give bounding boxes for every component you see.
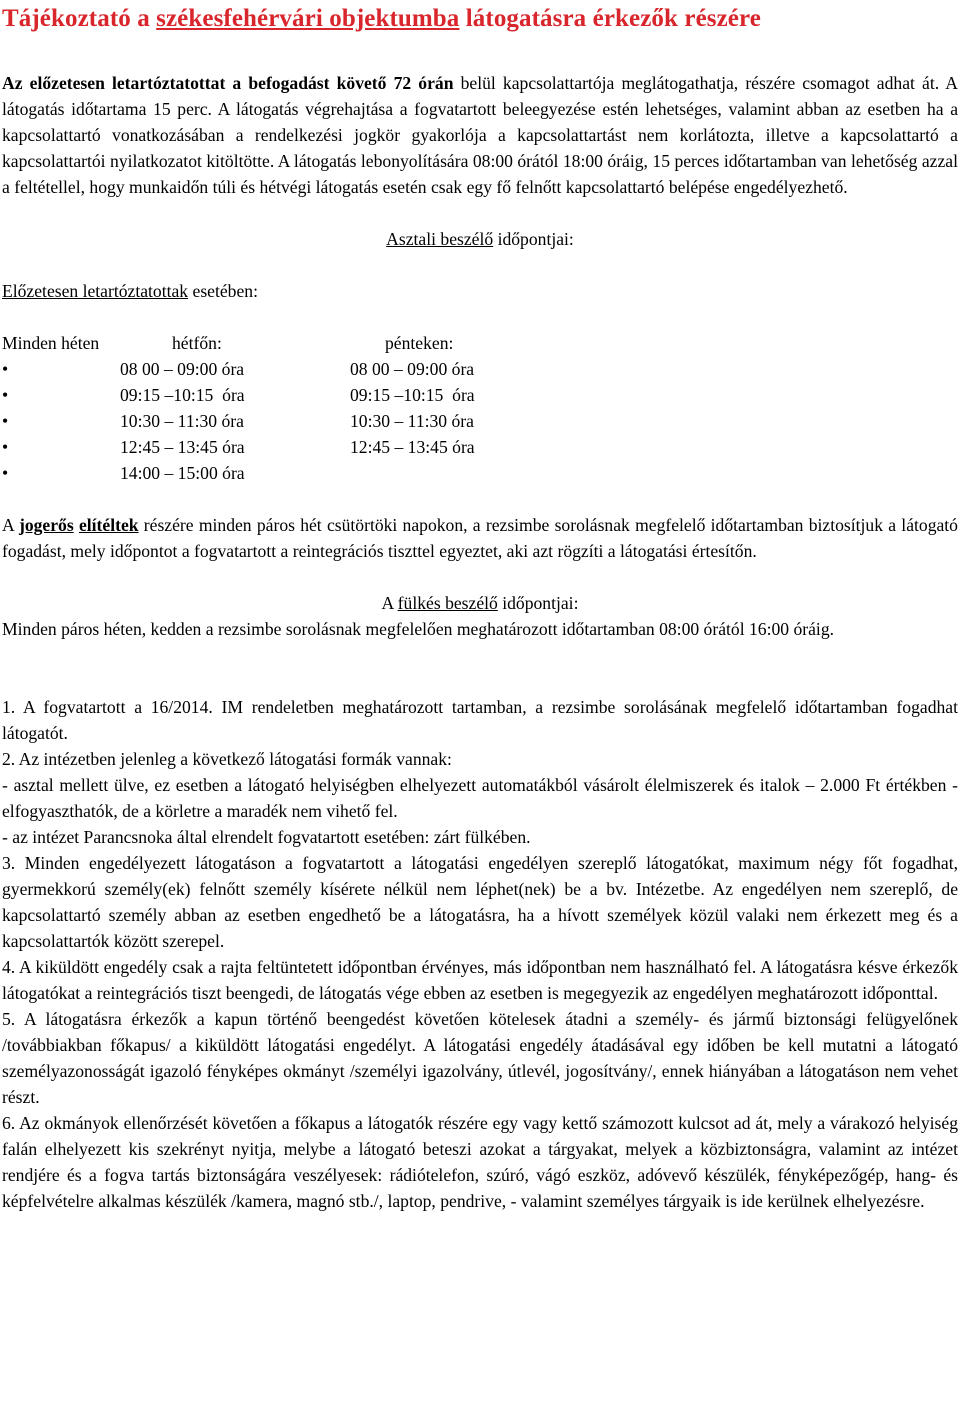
pretrial-underlined: Előzetesen letartóztatottak xyxy=(2,281,189,301)
rule-item: 5. A látogatásra érkezők a kapun történő beengedést követően kötelesek átadni a személy- és jármű biztonsági felügyelőnek /továbbiakban főkapus/ a kiküldött látogatási engedélyt. A látogatási engedély átadásával egy időben be kell mutatni a látogató személyazonosságát igazoló fényképes okmányt /személyi igazolvány, útlevél, jogosítvány/, ennek hiányában a látogatáson nem vehet részt. xyxy=(2,1009,958,1107)
spacer xyxy=(2,486,958,512)
convicts-bold-2: elítéltek xyxy=(78,515,139,535)
convicts-bold-1: jogerős xyxy=(18,515,74,535)
rule-item: - az intézet Parancsnoka által elrendelt fogvatartott esetében: zárt fülkében. xyxy=(2,827,531,847)
title-underlined-part: székesfehérvári objektumba xyxy=(156,5,460,32)
title-part3: látogatásra érkezők részére xyxy=(459,5,761,32)
monday-slot: 09:15 –10:15 óra xyxy=(120,385,245,405)
intro-text: belül kapcsolattartója meglátogathatja, részére csomagot adhat át. A látogatás időtartama 15 perc. A látogatás végrehajtása a fogvatartott beleegyezése estén lehetséges, valamint abban az esetben ha a kapcsolattartó vonatkozásában a rendelkezési jogkör gyakorlója a kapcsolattartást nem korlátozta, illetve a kapcsolattartó a kapcsolattartói nyilatkozatot kitöltötte. A látogatás lebonyolítására 08:00 órától 18:00 óráig, 15 perces időtartamban van lehetőség azzal a feltétellel, hogy munkaidőn túli és hétvégi látogatás esetén csak egy fő felnőtt kapcsolattartó belépése engedélyezhető. xyxy=(2,73,958,197)
booth-rest: időpontjai: xyxy=(497,593,579,613)
rule-item: 4. A kiküldött engedély csak a rajta feltüntetett időpontban érvényes, más időpontban nem használható fel. A látogatásra késve érkezők látogatókat a reintegrációs tiszt beengedi, de látogatás vége ebben az esetben is megegyezik az engedélyen meghatározott időponttal. xyxy=(2,957,958,1003)
friday-label: pénteken: xyxy=(385,333,454,353)
table-visit-heading-rest: időpontjai: xyxy=(493,229,574,249)
schedule-header-row xyxy=(2,330,958,356)
bullet: • xyxy=(2,463,9,483)
convicts-paragraph xyxy=(2,512,958,564)
title-part1: Tájékoztató a xyxy=(2,5,157,32)
monday-label: hétfőn: xyxy=(172,333,222,353)
spacer xyxy=(2,564,958,590)
friday-slot: 12:45 – 13:45 óra xyxy=(350,437,475,457)
schedule-row xyxy=(2,382,958,408)
schedule-row xyxy=(2,356,958,382)
spacer xyxy=(2,304,958,330)
every-week-label: Minden héten xyxy=(2,333,100,353)
booth-text: Minden páros héten, kedden a rezsimbe sorolásnak megfelelően meghatározott időtartamban 08:00 órától 16:00 óráig. xyxy=(2,619,835,639)
intro-bold-lead: Az előzetesen letartóztatottat a befogadást követő 72 órán xyxy=(2,73,454,93)
pretrial-rest: esetében: xyxy=(188,281,258,301)
booth-underlined: fülkés beszélő xyxy=(397,593,498,613)
friday-slot: 09:15 –10:15 óra xyxy=(350,385,475,405)
bullet: • xyxy=(2,437,9,457)
convicts-pre: A xyxy=(2,515,19,535)
booth-heading xyxy=(2,590,958,616)
pretrial-heading xyxy=(2,278,958,304)
monday-slot: 12:45 – 13:45 óra xyxy=(120,437,245,457)
booth-pre: A xyxy=(381,593,398,613)
rule-item: 3. Minden engedélyezett látogatáson a fogvatartott a látogatási engedélyen szereplő látogatókat, maximum négy főt fogadhat, gyermekkorú személy(ek) felnőtt személy kísérete nélkül nem léphet(nek) be a bv. Intézetbe. Az engedélyen nem szereplő, de kapcsolattartó személy abban az esetben engedhető be a látogatásra, ha a hívott személyek közül valaki nem érkezett meg és a kapcsolattartók között szerepel. xyxy=(2,853,958,951)
spacer xyxy=(2,252,958,278)
rules-list xyxy=(2,694,958,1214)
bullet: • xyxy=(2,411,9,431)
rule-item: 1. A fogvatartott a 16/2014. IM rendeletben meghatározott tartamban, a rezsimbe sorolásának megfelelő időtartamban fogadhat látogatót. xyxy=(2,697,958,743)
rule-item: 2. Az intézetben jelenleg a következő látogatási formák vannak: xyxy=(2,749,452,769)
schedule-row xyxy=(2,408,958,434)
schedule-row xyxy=(2,460,958,486)
page-title xyxy=(2,4,958,34)
schedule-row xyxy=(2,434,958,460)
document-page xyxy=(0,4,960,1214)
spacer xyxy=(2,200,958,226)
friday-slot: 10:30 – 11:30 óra xyxy=(350,411,474,431)
table-visit-heading xyxy=(2,226,958,252)
rule-item: - asztal mellett ülve, ez esetben a látogató helyiségben elhelyezett automatákból vásárolt élelmiszerek és italok – 2.000 Ft értékben - elfogyaszthatók, de a körletre a maradék nem vihető fel. xyxy=(2,775,958,821)
monday-slot: 10:30 – 11:30 óra xyxy=(120,411,244,431)
monday-slot: 08 00 – 09:00 óra xyxy=(120,359,245,379)
table-visit-heading-underlined: Asztali beszélő xyxy=(386,229,494,249)
intro-paragraph xyxy=(2,70,958,200)
bullet: • xyxy=(2,385,9,405)
friday-slot: 08 00 – 09:00 óra xyxy=(350,359,475,379)
convicts-text: részére minden páros hét csütörtöki napokon, a rezsimbe sorolásnak megfelelő időtartamban biztosítjuk a látogató fogadást, mely időpontot a fogvatartott a reintegrációs tiszttel egyeztet, aki azt rögzíti a látogatási értesítőn. xyxy=(2,515,958,561)
spacer xyxy=(2,642,958,694)
bullet: • xyxy=(2,359,9,379)
monday-slot: 14:00 – 15:00 óra xyxy=(120,463,245,483)
rule-item: 6. Az okmányok ellenőrzését követően a főkapus a látogatók részére egy vagy kettő számozott kulcsot ad át, mely a várakozó helyiség falán elhelyezett kis szekrényt nyitja, melybe a látogató beteszi azokat a tárgyakat, melyek a közbiztonságra, valamint az intézet rendjére és a fogva tartás biztonságára veszélyesek: rádiótelefon, szúró, vágó eszköz, adóvevő készülék, fényképezőgép, hang- és képfelvételre alkalmas készülék /kamera, magnó stb./, laptop, pendrive, - valamint személyes tárgyaik is ide kerülnek elhelyezésre. xyxy=(2,1113,958,1211)
